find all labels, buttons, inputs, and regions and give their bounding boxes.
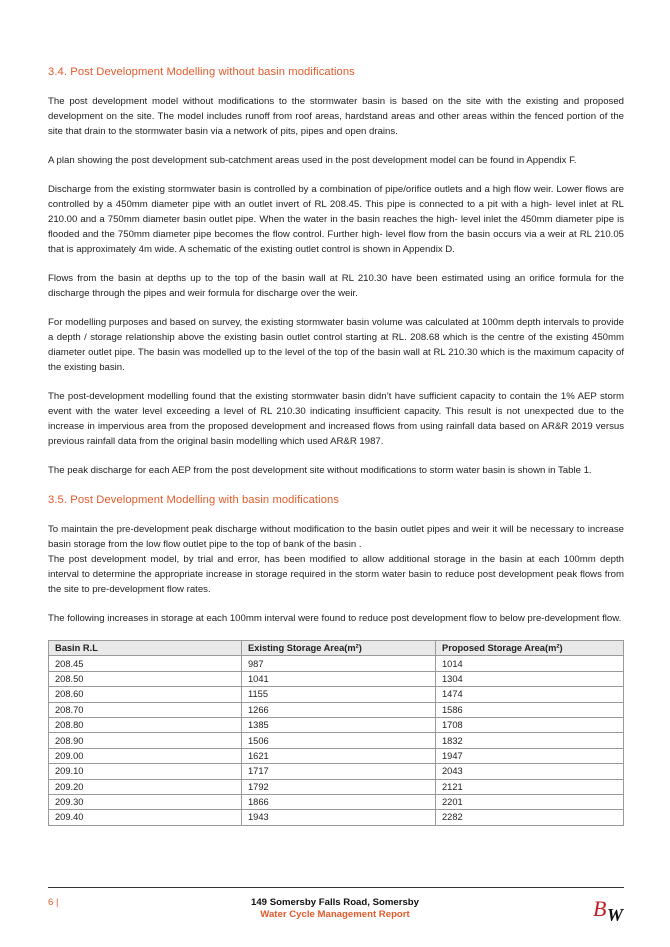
paragraph: A plan showing the post development sub-catchment areas used in the post development model can be found in Appendix F. (48, 155, 577, 166)
cell-existing-storage: 1943 (242, 810, 436, 825)
table-row (49, 764, 624, 779)
paragraph: To maintain the pre-development peak discharge without modification to the basin outlet pipes and weir it will be necessary to increase basin storage from the low flow outlet pipe to the top of bank of the basin . (48, 524, 624, 550)
cell-existing-storage: 1866 (242, 794, 436, 809)
page-number: 6 | (48, 897, 59, 908)
cell-proposed-storage: 1474 (436, 687, 624, 702)
cell-basin-rl: 209.00 (49, 748, 242, 763)
svg-text:W: W (607, 905, 624, 924)
cell-proposed-storage: 1304 (436, 671, 624, 686)
footer-divider (48, 887, 624, 888)
cell-basin-rl: 209.30 (49, 794, 242, 809)
column-header-proposed-storage: Proposed Storage Area(m²) (436, 641, 624, 656)
page-content (48, 66, 624, 826)
cell-existing-storage: 1717 (242, 764, 436, 779)
cell-proposed-storage: 2201 (436, 794, 624, 809)
cell-proposed-storage: 1014 (436, 656, 624, 671)
cell-existing-storage: 1385 (242, 717, 436, 732)
section-heading-3-5: 3.5. Post Development Modelling with basin modifications (48, 494, 340, 506)
cell-existing-storage: 1792 (242, 779, 436, 794)
paragraph: For modelling purposes and based on survey, the existing stormwater basin volume was calculated at 100mm depth intervals to provide a depth / storage relationship above the existing basin outlet control starting at RL. 208.68 which is the centre of the existing 450mm diameter outlet pipe. The basin was modelled up to the level of the top of the basin wall at RL 210.30 which is the maximum capacity of the existing basin. (48, 317, 624, 373)
bw-logo-icon (592, 894, 624, 924)
cell-proposed-storage: 1708 (436, 717, 624, 732)
cell-existing-storage: 1506 (242, 733, 436, 748)
paragraph: The post-development modelling found that the existing stormwater basin didn’t have sufficient capacity to contain the 1% AEP storm event with the water level exceeding a level of RL 210.30 indicating insufficient capacity. This result is not unexpected due to the increase in impervious area from the proposed development and increased flows from using rainfall data based on AR&R 2019 versus previous rainfall data from the original basin modelling which used AR&R 1987. (48, 391, 624, 447)
cell-basin-rl: 209.20 (49, 779, 242, 794)
cell-basin-rl: 208.60 (49, 687, 242, 702)
column-header-existing-storage: Existing Storage Area(m²) (242, 641, 436, 656)
cell-proposed-storage: 1586 (436, 702, 624, 717)
paragraph: The post development model, by trial and error, has been modified to allow additional storage in the basin at each 100mm depth interval to determine the appropriate increase in storage required in the storm water basin to reduce post development peak flows from the site to pre-development flow rates. (48, 554, 624, 595)
table-row (49, 671, 624, 686)
paragraph: Discharge from the existing stormwater basin is controlled by a combination of pipe/orifice outlets and a high flow weir. Lower flows are controlled by a 450mm diameter pipe with an outlet invert of RL 208.45. This pipe is connected to a pit with a high- level inlet at RL 210.00 and a 750mm diameter basin outlet pipe. When the water in the basin reaches the high- level inlet the 450mm diameter pipe is flooded and the 750mm diameter pipe becomes the flow control. Further high- level flow from the basin occurs via a weir at RL 210.05 that is approximately 4m wide. A schematic of the existing outlet control is shown in Appendix D. (48, 184, 624, 255)
cell-basin-rl: 209.10 (49, 764, 242, 779)
table-row (49, 687, 624, 702)
table-row (49, 702, 624, 717)
cell-basin-rl: 208.80 (49, 717, 242, 732)
column-header-basin-rl: Basin R.L (49, 641, 242, 656)
cell-existing-storage: 1041 (242, 671, 436, 686)
table-row (49, 810, 624, 825)
table-header-row (49, 641, 624, 656)
table-row (49, 794, 624, 809)
table-row (49, 656, 624, 671)
footer-report-title: Water Cycle Management Report (260, 909, 410, 920)
cell-proposed-storage: 2121 (436, 779, 624, 794)
cell-basin-rl: 208.70 (49, 702, 242, 717)
cell-existing-storage: 1155 (242, 687, 436, 702)
table-row (49, 748, 624, 763)
cell-basin-rl: 208.45 (49, 656, 242, 671)
paragraph: The post development model without modifications to the stormwater basin is based on the site with the existing and proposed development on the site. The model includes runoff from roof areas, hardstand areas and other areas within the fenced portion of the site that drain to the stormwater basin via a network of pits, pipes and open drains. (48, 96, 624, 137)
cell-basin-rl: 208.90 (49, 733, 242, 748)
cell-existing-storage: 987 (242, 656, 436, 671)
cell-proposed-storage: 1947 (436, 748, 624, 763)
storage-table (48, 640, 624, 826)
paragraph: The peak discharge for each AEP from the post development site without modifications to storm water basin is shown in Table 1. (48, 465, 592, 476)
paragraph: Flows from the basin at depths up to the top of the basin wall at RL 210.30 have been estimated using an orifice formula for the discharge through the pipes and weir formula for discharge over the weir. (48, 273, 624, 299)
table-row (49, 779, 624, 794)
section-heading-3-4: 3.4. Post Development Modelling without basin modifications (48, 66, 355, 78)
cell-proposed-storage: 2282 (436, 810, 624, 825)
table-row (49, 733, 624, 748)
cell-existing-storage: 1266 (242, 702, 436, 717)
svg-text:B: B (593, 896, 607, 921)
cell-basin-rl: 208.50 (49, 671, 242, 686)
cell-proposed-storage: 1832 (436, 733, 624, 748)
paragraph: The following increases in storage at each 100mm interval were found to reduce post development flow to below pre-development flow. (48, 613, 622, 624)
cell-proposed-storage: 2043 (436, 764, 624, 779)
cell-existing-storage: 1621 (242, 748, 436, 763)
cell-basin-rl: 209.40 (49, 810, 242, 825)
footer-project-title: 149 Somersby Falls Road, Somersby (251, 897, 419, 908)
table-row (49, 717, 624, 732)
